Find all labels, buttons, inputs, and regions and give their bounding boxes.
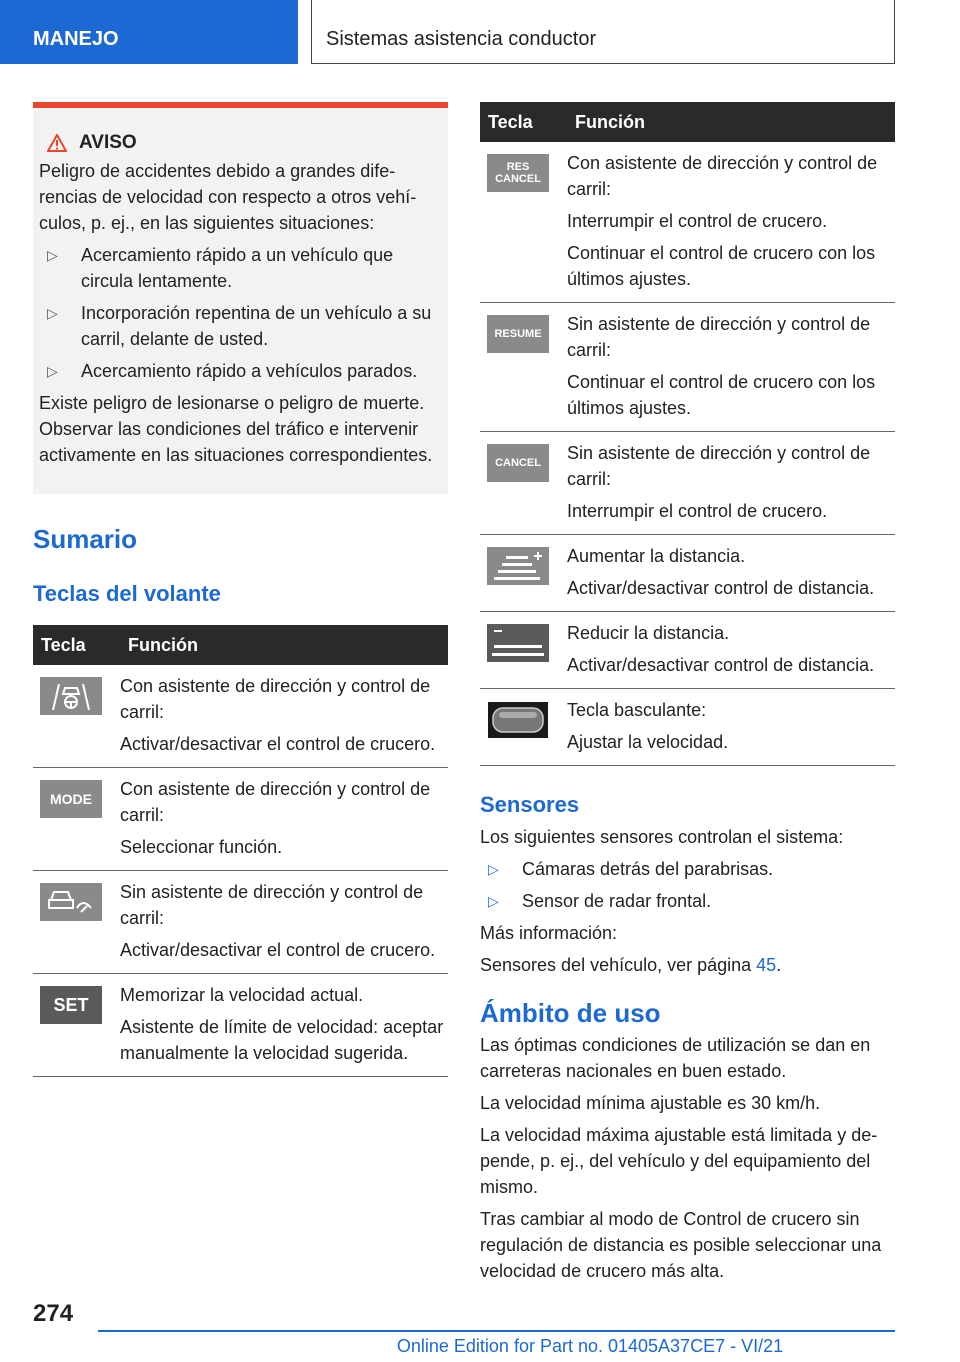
right-key-table (480, 102, 895, 766)
key-cell (480, 612, 567, 689)
bullet-text: Cámaras detrás del parabrisas. (522, 859, 774, 879)
bullet-triangle-icon: ▷ (47, 363, 58, 379)
warning-heading (47, 130, 441, 156)
chapter-tab[interactable] (311, 0, 895, 64)
function-cell (120, 768, 448, 871)
function-cell (120, 974, 448, 1077)
function-text: Activar/desactivar control de distancia. (567, 578, 875, 598)
key-cell (33, 974, 120, 1077)
ambito-heading: Ámbito de uso (480, 998, 661, 1028)
table-row (33, 871, 448, 974)
footer-rule (98, 1330, 895, 1332)
ambito-paragraph: Las óptimas condiciones de utilización se dan en carreteras nacionales en buen estado. (480, 1035, 871, 1081)
ambito-section (480, 1000, 895, 1284)
rocker-switch-icon (487, 701, 549, 739)
distance-plus-icon (487, 547, 549, 585)
page-number: 274 (33, 1300, 74, 1327)
cruise-toggle-icon (40, 883, 102, 921)
ambito-paragraph: La velocidad mínima ajustable es 30 km/h. (480, 1093, 821, 1113)
key-cell (480, 432, 567, 535)
key-cell (480, 689, 567, 766)
function-text: Tecla basculante: (567, 700, 707, 720)
set-key-icon: SET (40, 986, 102, 1024)
bullet-triangle-icon: ▷ (488, 861, 499, 877)
ambito-paragraph: Tras cambiar al modo de Control de crucero sin regulación de distancia es posible seleccionar una velocidad de crucero más alta. (480, 1209, 882, 1281)
key-cell (480, 142, 567, 303)
col-header-function: Función (567, 102, 895, 142)
sensores-more: Más información: (480, 923, 618, 943)
function-text: Continuar el control de crucero con los últimos ajustes. (567, 243, 876, 289)
bullet-triangle-icon: ▷ (47, 247, 58, 263)
sensores-heading: Sensores (480, 792, 580, 817)
table-row (480, 689, 895, 766)
table-row (480, 142, 895, 303)
function-cell (567, 535, 895, 612)
function-cell (567, 142, 895, 303)
lane-assist-icon (40, 677, 102, 715)
ambito-paragraph: La velocidad máxima ajustable está limitada y depende, p. ej., del vehículo y del equipamiento del mismo. (480, 1125, 878, 1197)
warning-outro: Existe peligro de lesionarse o peligro de muerte. Observar las condiciones del tráfico e intervenir activamente en las situaciones correspondientes. (39, 393, 433, 465)
key-cell (480, 303, 567, 432)
edition-text: Online Edition for Part no. 01405A37CE7 - VI/21 (396, 1336, 784, 1356)
function-text: Memorizar la velocidad actual. (120, 985, 364, 1005)
resume-key-icon: RESUME (487, 315, 549, 353)
function-text: Aumentar la distancia. (567, 546, 746, 566)
distance-minus-icon (487, 624, 549, 662)
sensores-intro: Los siguientes sensores controlan el sistema: (480, 827, 844, 847)
sumario-heading: Sumario (33, 524, 138, 554)
function-text: Sin asistente de dirección y control de carril: (567, 443, 871, 489)
sensor-item (488, 888, 895, 914)
warning-item (47, 242, 441, 294)
left-column (33, 102, 448, 1077)
function-text: Reducir la distancia. (567, 623, 730, 643)
warning-box (33, 102, 448, 494)
table-row (480, 303, 895, 432)
table-row (33, 768, 448, 871)
sensor-item (488, 856, 895, 882)
function-text: Activar/desactivar control de distancia. (567, 655, 875, 675)
table-row (480, 535, 895, 612)
function-text: Asistente de límite de velocidad: aceptar manualmente la velocidad sugerida. (120, 1017, 444, 1063)
function-text: Ajustar la velocidad. (567, 732, 729, 752)
function-text: Interrumpir el control de crucero. (567, 211, 828, 231)
warning-item (47, 300, 441, 352)
section-tab[interactable] (0, 0, 298, 64)
function-cell (567, 303, 895, 432)
key-cell (33, 768, 120, 871)
function-cell (120, 665, 448, 768)
col-header-key: Tecla (33, 625, 120, 665)
reference-text: Sensores del vehículo, ver página (480, 955, 757, 975)
bullet-text: Acercamiento rápido a un vehículo que circula lentamente. (81, 245, 394, 291)
page-link[interactable]: 45 (756, 955, 777, 975)
function-cell (567, 689, 895, 766)
cancel-key-icon: CANCEL (487, 444, 549, 482)
function-text: Continuar el control de crucero con los últimos ajustes. (567, 372, 876, 418)
reference-end: . (776, 955, 782, 975)
res-cancel-key-icon: RES CANCEL (487, 154, 549, 192)
sensores-reference (480, 952, 895, 978)
warning-intro: Peligro de accidentes debido a grandes diferencias de velocidad con respecto a otros vehículos, p. ej., en las siguientes situaciones: (39, 161, 417, 233)
bullet-triangle-icon: ▷ (47, 305, 58, 321)
function-cell (567, 432, 895, 535)
function-text: Seleccionar función. (120, 837, 283, 857)
table-row (480, 432, 895, 535)
function-text: Activar/desactivar el control de crucero. (120, 940, 436, 960)
table-row (33, 974, 448, 1077)
function-cell (567, 612, 895, 689)
teclas-heading: Teclas del volante (33, 581, 221, 606)
bullet-text: Sensor de radar frontal. (522, 891, 712, 911)
warning-title: AVISO (79, 132, 137, 153)
section-title: MANEJO (33, 28, 119, 50)
chapter-title: Sistemas asistencia conductor (326, 28, 597, 50)
table-row (480, 612, 895, 689)
function-text: Sin asistente de dirección y control de carril: (120, 882, 424, 928)
left-key-table (33, 625, 448, 1077)
function-text: Con asistente de dirección y control de carril: (120, 676, 431, 722)
warning-item (47, 358, 441, 384)
sensores-section (480, 792, 895, 978)
bullet-text: Acercamiento rápido a vehículos parados. (81, 361, 418, 381)
key-cell (33, 871, 120, 974)
warning-triangle-icon (47, 134, 67, 152)
function-text: Interrumpir el control de crucero. (567, 501, 828, 521)
mode-key-icon: MODE (40, 780, 102, 818)
function-text: Con asistente de dirección y control de carril: (567, 153, 878, 199)
table-row (33, 665, 448, 768)
bullet-triangle-icon: ▷ (488, 893, 499, 909)
function-text: Sin asistente de dirección y control de carril: (567, 314, 871, 360)
key-cell (480, 535, 567, 612)
function-text: Con asistente de dirección y control de carril: (120, 779, 431, 825)
col-header-function: Función (120, 625, 448, 665)
function-cell (120, 871, 448, 974)
key-cell (33, 665, 120, 768)
function-text: Activar/desactivar el control de crucero. (120, 734, 436, 754)
col-header-key: Tecla (480, 102, 567, 142)
right-column (480, 102, 895, 1290)
footer (0, 1336, 960, 1357)
bullet-text: Incorporación repentina de un vehículo a su carril, delante de usted. (81, 303, 432, 349)
